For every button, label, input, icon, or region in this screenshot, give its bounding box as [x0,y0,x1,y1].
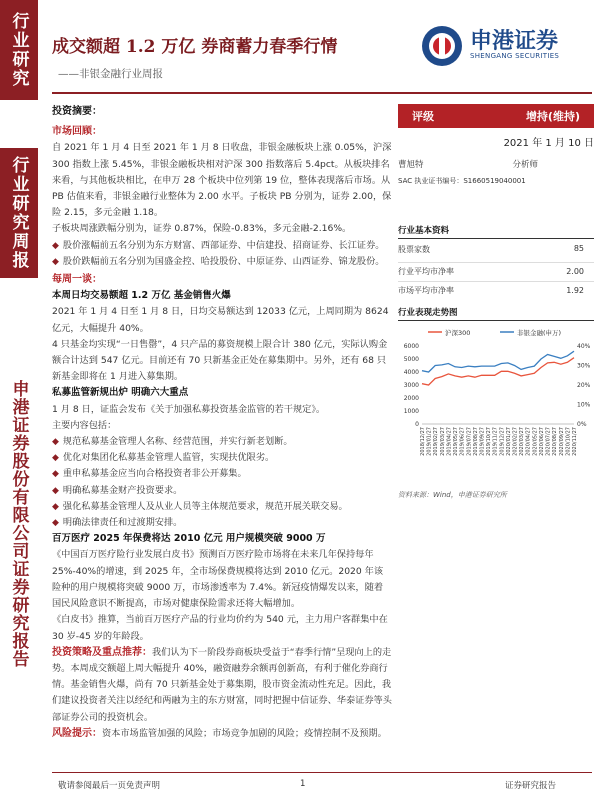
sidebar-label: 行业研究 [8,12,29,88]
sidebar-label: 行业研究周报 [8,156,29,270]
x-tick-label: 2020/03/27 [519,427,526,456]
footer-report-type: 证券研究报告 [505,781,557,791]
x-tick-label: 2019/08/27 [472,427,479,456]
risk-label: 风险提示： [52,727,102,739]
row-value: 1.92 [566,286,584,295]
basic-info-title: 行业基本资料 [398,226,450,236]
medical-heading: 百万医疗 2025 年保费将达 2010 亿元 用户规模突破 9000 万 [52,533,326,545]
table-row [398,263,594,282]
y2-tick-label: 0% [577,421,587,428]
performance-chart [398,324,594,484]
bullet-text: 股价涨幅前五名分别为东方财富、西部证券、中信建投、招商证券、长江证券。 [62,239,385,251]
bullet-text: 重申私募基金应当向合格投资者非公开募集。 [62,468,247,480]
sac-number: S1660519040001 [463,177,526,185]
list-item: ◆ 明确法律责任和过渡期安排。 [52,515,392,531]
medical-paragraph: 《中国百万医疗险行业发展白皮书》预测百万医疗险市场将在未来几年保持每年 25%-40%的增速，到 2025 年，全市场保费规模将达到 2010 亿元。2020 年该险种的用户规模将突破 9000 万，市场渗透率为 7.4%。新冠疫情爆发以来，随着国民风险意识不断提高，市场对健康保险需求还将大幅增加。 [52,549,384,610]
chart-title: 行业表现走势图 [398,308,458,318]
y-tick-label: 1000 [403,408,419,415]
sidebar-company [0,380,38,780]
x-tick-label: 2020/05/27 [532,427,539,456]
logo-text: 申港证券 [470,28,559,54]
rating-value: 增持(维持) [525,110,580,123]
bullet-text: 股价跌幅前五名分别为国盛金控、哈投股份、中原证券、山西证券、锦龙股份。 [62,255,385,267]
review-paragraph: 自 2021 年 1 月 4 日至 2021 年 1 月 8 日收盘，非银金融板块上涨 0.05%，沪深 300 指数上涨 5.45%，非银金融板块相对沪深 300 指数落后 5.4pct。从板块排名来看，与其他板块相比，在申万 28 个板块中位列第 19 位，整体表现落后市场。从 PB 估值来看，非银金融行业整体为 2.00 水平。子板块 PB 分别为，证券 2.00，保险 2.15，多元金融 1.18。 [52,142,392,219]
y-tick-label: 2000 [403,395,419,402]
logo-subtext: SHENGANG SECURITIES [470,52,560,60]
y-tick-label: 3000 [403,382,419,389]
row-value: 2.00 [566,267,584,276]
x-tick-label: 2020/07/27 [545,427,552,456]
x-tick-label: 2019/09/27 [479,427,486,456]
footer-disclaimer: 敬请参阅最后一页免责声明 [58,781,161,791]
table-row [398,244,594,263]
bullet-text: 强化私募基金管理人及从业人员等主体规范要求，规范开展关联交易。 [62,500,348,512]
bullet-text: 明确私募基金财产投资要求。 [62,484,183,496]
private-paragraph: 1 月 8 日，证监会发布《关于加强私募投资基金监管的若干规定》。 [52,403,326,415]
footer-divider [52,772,592,773]
y-tick-label: 4000 [403,369,419,376]
medical-paragraph-2: 《白皮书》推算，当前百万医疗产品的行业均价约为 540 元，主力用户客群集中在 30 岁-45 岁的年龄段。 [52,614,388,642]
x-tick-label: 2020/11/27 [572,427,578,456]
list-item: ◆ 明确私募基金财产投资要求。 [52,483,392,499]
rating-bar [398,104,594,128]
x-tick-label: 2019/01/27 [426,427,433,456]
x-tick-label: 2019/03/27 [439,427,446,456]
y-tick-label: 5000 [403,356,419,363]
basic-info-table [398,244,594,300]
x-tick-label: 2020/09/27 [558,427,565,456]
review-heading: 市场回顾： [52,126,102,138]
x-tick-label: 2019/07/27 [466,427,473,456]
summary-heading: 投资摘要： [52,106,102,117]
weekly-paragraph-2: 4 只基金均实现“一日售罄”，4 只产品的募资规模上限合计 380 亿元，实际认购金额合计达到 547 亿元。目前还有 70 只新基金正处在募集期中。另外，还有 68 只新基金即将在 1 月进入募集期。 [52,338,388,383]
private-heading: 私募监管新规出炉 明确六大重点 [52,387,189,399]
chart-title-divider [398,320,594,321]
row-label: 市场平均市净率 [398,286,454,295]
list-item: ◆ 优化对集团化私募基金管理人监管，实现扶优限劣。 [52,450,392,466]
weekly-heading: 每周一谈： [52,274,102,286]
list-item: ◆ 规范私募基金管理人名称、经营范围，并实行新老划断。 [52,434,392,450]
report-date: 2021 年 1 月 10 日 [503,138,594,149]
weekly-subheading: 本周日均交易额超 1.2 万亿 基金销售火爆 [52,290,231,302]
strategy-text: 我们认为下一阶段券商板块受益于“春季行情”呈现向上的走势。本周成交额超上周大幅提升 40%，融资融券余额再创新高，有利于催化券商行情。基金销售火爆，尚有 70 只新基金处于募集期，股市资金流动性充足。因此，我们建议投资者关注以经纪和两融为主的东方财富，同时把握中信证券、华泰证券等头部证券公司的投资机会。 [52,646,392,723]
rating-label: 评级 [412,110,434,123]
x-tick-label: 2019/12/27 [499,427,506,456]
row-label: 股票家数 [398,245,430,254]
x-tick-label: 2019/02/27 [433,427,440,456]
x-tick-label: 2020/01/27 [505,427,512,456]
risk-text: 资本市场监管加强的风险；市场竞争加剧的风险；疫情控制不及预期。 [102,727,387,739]
y2-tick-label: 20% [577,382,591,389]
bullet-text: 优化对集团化私募基金管理人监管，实现扶优限劣。 [62,452,275,464]
analyst-row [398,158,538,170]
list-item: ◆ 重申私募基金应当向合格投资者非公开募集。 [52,466,392,482]
table-row [398,282,594,300]
y2-tick-label: 30% [577,362,591,370]
sidebar-company-label: 申港证券股份有限公司证券研究报告 [8,380,29,668]
company-logo [420,22,590,70]
y-tick-label: 6000 [403,343,419,350]
logo-emblem-icon [420,24,464,68]
legend-label: 非银金融(申万) [517,329,562,337]
y-tick-label: 0 [415,421,419,428]
series-line [422,358,574,385]
series-line [422,351,574,372]
header-divider [52,92,592,94]
list-item: ◆ 股价涨幅前五名分别为东方财富、西部证券、中信建投、招商证券、长江证券。 [52,238,392,254]
x-tick-label: 2020/02/27 [512,427,519,456]
bullet-text: 明确法律责任和过渡期安排。 [62,517,183,529]
x-tick-label: 2020/06/27 [538,427,545,456]
private-paragraph-2: 主要内容包括： [52,419,117,431]
x-tick-label: 2020/10/27 [565,427,572,456]
list-item: ◆ 强化私募基金管理人及从业人员等主体规范要求，规范开展关联交易。 [52,499,392,515]
main-content [52,104,392,742]
basic-info-divider [398,238,594,239]
x-tick-label: 2019/06/27 [459,427,466,456]
list-item: ◆ 股价跌幅前五名分别为国盛金控、哈投股份、中原证券、山西证券、锦龙股份。 [52,254,392,270]
y2-tick-label: 10% [577,401,591,409]
x-tick-label: 2019/11/27 [492,427,499,456]
x-tick-label: 2020/08/27 [552,427,559,456]
risk-paragraph [52,726,392,742]
sac-label: SAC 执业证书编号： [398,177,464,185]
x-tick-label: 2019/10/27 [486,427,493,456]
review-paragraph-2: 子板块周涨跌幅分别为，证券 0.87%，保险-0.83%，多元金融-2.16%。 [52,223,352,235]
strategy-paragraph [52,645,392,726]
page-number: 1 [300,779,306,789]
report-title: 成交额超 1.2 万亿 券商蓄力春季行情 [52,37,338,57]
x-tick-label: 2019/05/27 [453,427,460,456]
y2-tick-label: 40% [577,343,591,350]
weekly-paragraph: 2021 年 1 月 4 日至 1 月 8 日，日均交易额达到 12033 亿元，上周同期为 8624 亿元，大幅提升 40%。 [52,306,389,334]
analyst-role: 分析师 [512,160,538,170]
x-tick-label: 2018/12/27 [420,427,426,456]
bullet-text: 规范私募基金管理人名称、经营范围，并实行新老划断。 [62,436,293,448]
report-subtitle: ——非银金融行业周报 [58,68,163,80]
chart-source: 资料来源：Wind，申港证券研究所 [398,491,507,499]
x-tick-label: 2019/04/27 [446,427,453,456]
analyst-name: 曹旭特 [398,160,424,170]
sac-row [398,176,598,186]
sidebar-block-industry [0,0,38,100]
legend-label: 沪深300 [445,329,471,337]
row-value: 85 [573,244,584,253]
row-label: 行业平均市净率 [398,267,454,276]
x-tick-label: 2020/04/27 [525,427,532,456]
sidebar-block-weekly [0,148,38,278]
strategy-label: 投资策略及重点推荐： [52,646,152,658]
